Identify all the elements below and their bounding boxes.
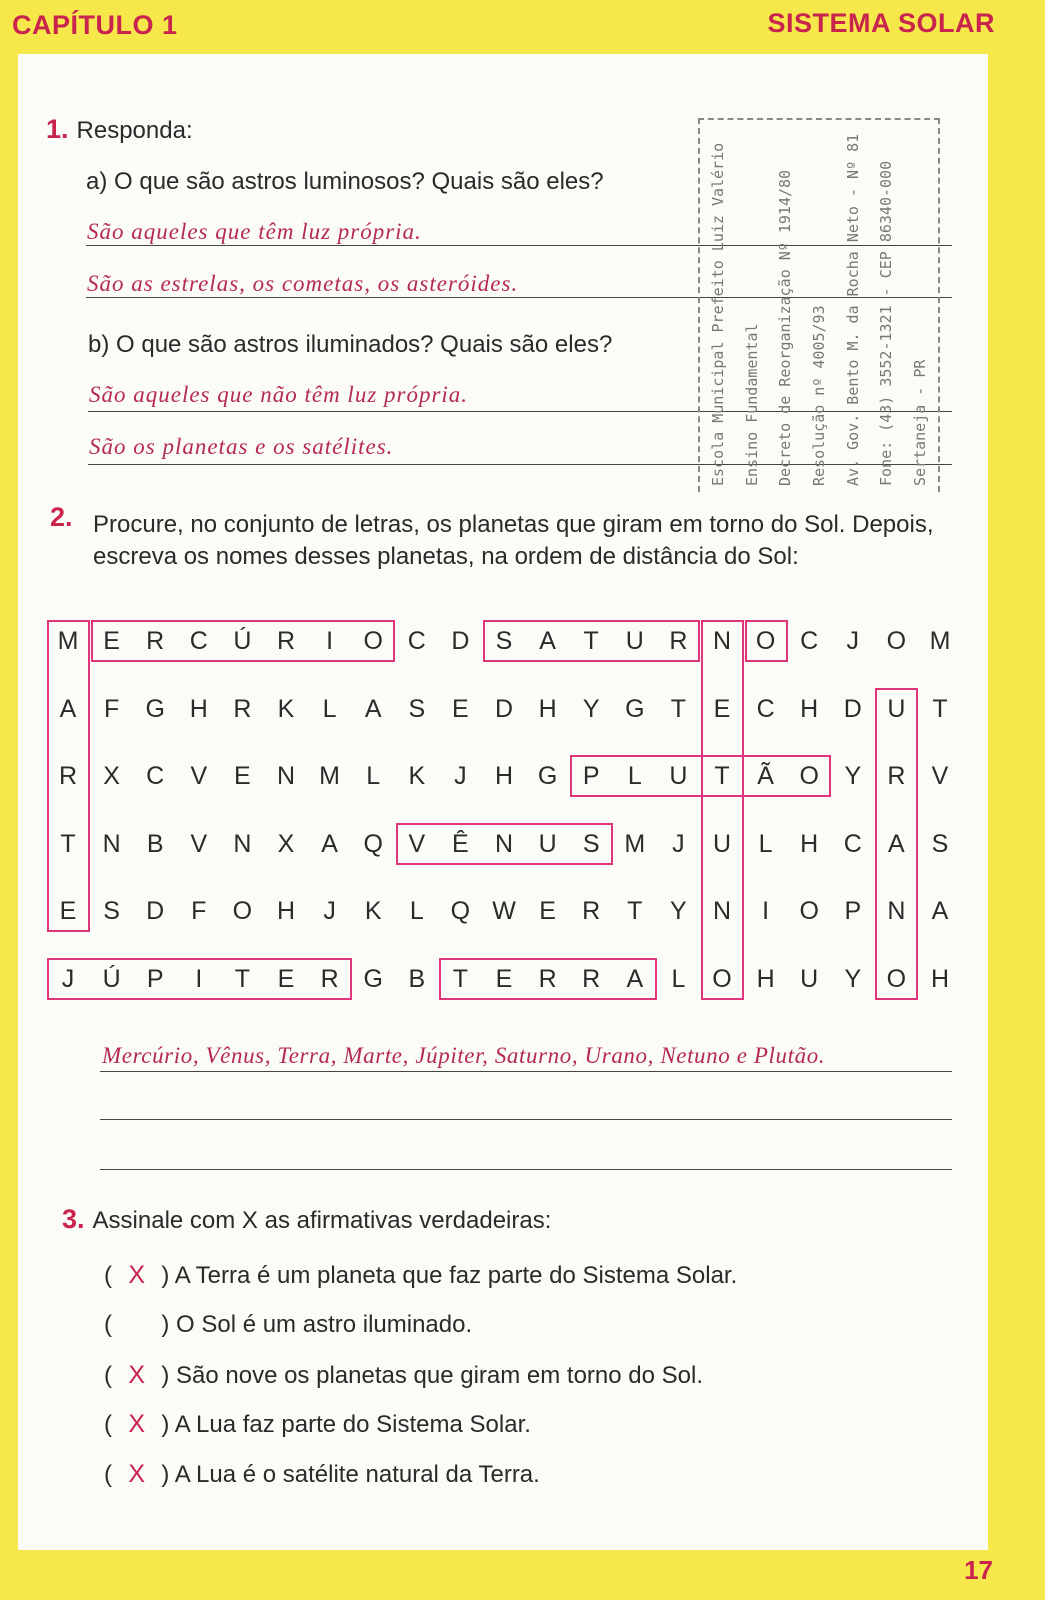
grid-letter: Ú xyxy=(233,627,252,655)
grid-letter: O xyxy=(712,965,732,993)
grid-letter: F xyxy=(191,897,207,926)
checklist-item-text: São nove os planetas que giram em torno do Sol. xyxy=(176,1362,703,1389)
checkbox-mark[interactable]: X xyxy=(128,1261,146,1289)
grid-letter: B xyxy=(146,829,164,858)
box-terra xyxy=(439,958,656,1000)
grid-letter: E xyxy=(277,965,295,993)
grid-letter: V xyxy=(190,762,208,791)
grid-letter: Y xyxy=(582,694,600,723)
grid-letter: O xyxy=(799,762,819,791)
grid-letter: Y xyxy=(844,762,862,791)
grid-letter: O xyxy=(799,897,819,926)
box-venus xyxy=(396,823,613,865)
grid-letter: L xyxy=(627,762,642,791)
chapter-title: SISTEMA SOLAR xyxy=(767,8,995,38)
grid-letter: H xyxy=(538,694,557,723)
grid-letter: S xyxy=(582,829,600,858)
checklist-item: ( ) O Sol é um astro iluminado. xyxy=(104,1311,473,1338)
grid-letter: E xyxy=(539,897,556,926)
question-2-prompt: Procure, no conjunto de letras, os planetas que giram em torno do Sol. Depois, escreva os nomes desses planetas, na ordem de distância do Sol: xyxy=(93,511,934,570)
grid-letter: P xyxy=(146,965,164,993)
box-saturno-a xyxy=(483,620,700,662)
grid-letter: O xyxy=(363,627,383,655)
grid-letter: T xyxy=(583,627,599,655)
grid-letter: D xyxy=(146,897,165,926)
grid-letter: T xyxy=(714,762,730,791)
grid-letter: R xyxy=(582,897,601,926)
checklist-item: ( X ) A Lua é o satélite natural da Terra. xyxy=(104,1460,540,1488)
grid-letter: V xyxy=(190,829,208,858)
grid-letter: G xyxy=(145,694,165,723)
answer-1a-line-1: São aqueles que têm luz própria. xyxy=(87,219,422,244)
grid-letter: R xyxy=(669,627,688,655)
stamp-line: Sertaneja - PR xyxy=(910,359,929,486)
grid-letter: E xyxy=(495,965,513,993)
grid-letter: W xyxy=(492,897,516,926)
grid-letter: A xyxy=(321,829,338,858)
grid-letter: R xyxy=(887,762,906,791)
grid-letter: M xyxy=(624,829,646,858)
grid-letter: G xyxy=(363,965,383,993)
grid-letter: Ê xyxy=(452,829,469,858)
grid-letter: O xyxy=(886,965,907,993)
grid-letter: N xyxy=(712,627,732,655)
chapter-label: CAPÍTULO 1 xyxy=(12,10,178,40)
grid-letter: M xyxy=(319,762,340,791)
grid-letter: S xyxy=(103,897,120,926)
box-mercurio xyxy=(91,620,396,662)
grid-letter: T xyxy=(627,897,643,926)
grid-letter: O xyxy=(755,627,776,655)
grid-letter: D xyxy=(843,694,862,723)
grid-letter: T xyxy=(60,829,76,858)
checklist-item-text: A Lua faz parte do Sistema Solar. xyxy=(174,1411,531,1438)
grid-letter: Y xyxy=(670,897,687,926)
grid-letter: P xyxy=(844,897,862,926)
grid-letter: D xyxy=(451,627,470,655)
grid-letter: I xyxy=(762,897,770,926)
grid-letter: K xyxy=(364,897,382,926)
box-jupiter xyxy=(47,958,352,1000)
grid-letter: N xyxy=(887,897,906,926)
grid-letter: T xyxy=(932,694,948,723)
box-netuno xyxy=(701,620,744,1000)
checkbox-mark[interactable]: X xyxy=(128,1361,146,1389)
grid-letter: G xyxy=(625,694,645,723)
grid-letter: E xyxy=(452,694,469,723)
grid-letter: T xyxy=(234,965,251,993)
grid-letter: P xyxy=(582,762,600,791)
grid-letter: H xyxy=(800,694,819,723)
grid-letter: U xyxy=(800,965,819,993)
grid-letter: A xyxy=(59,694,77,723)
grid-letter: L xyxy=(758,829,773,858)
grid-letter: J xyxy=(846,627,860,655)
grid-letter: H xyxy=(189,694,208,723)
grid-letter: I xyxy=(326,627,334,655)
checklist-item: ( X ) A Terra é um planeta que faz parte do Sistema Solar. xyxy=(104,1261,738,1289)
grid-letter: Q xyxy=(450,897,471,926)
stamp-line: Av. Gov. Bento M. da Rocha Neto - Nº 81 xyxy=(843,133,862,486)
box-saturno-b xyxy=(745,620,788,662)
grid-letter: N xyxy=(233,829,252,858)
grid-letter: U xyxy=(625,627,644,655)
grid-letter: R xyxy=(582,965,601,993)
answer-line xyxy=(100,1119,952,1120)
grid-letter: H xyxy=(756,965,775,993)
grid-letter: M xyxy=(57,627,79,655)
grid-letter: J xyxy=(672,829,685,858)
grid-letter: B xyxy=(408,965,426,993)
grid-letter: M xyxy=(929,627,951,655)
question-3-number: 3. xyxy=(62,1204,85,1234)
grid-letter: C xyxy=(843,829,862,858)
grid-letter: R xyxy=(146,627,165,655)
grid-letter: C xyxy=(189,627,208,655)
grid-letter: X xyxy=(277,829,295,858)
grid-letter: R xyxy=(538,965,557,993)
grid-letter: A xyxy=(626,965,644,993)
grid-letter: Y xyxy=(844,965,862,993)
grid-letter: V xyxy=(931,762,949,791)
grid-letter: J xyxy=(323,897,336,926)
grid-letter: N xyxy=(712,897,732,926)
stamp-line: Fone: (43) 3552-1321 - CEP 86340-000 xyxy=(877,160,896,486)
page-number: 17 xyxy=(964,1555,993,1585)
grid-letter: C xyxy=(407,627,426,655)
stamp-line: Ensino Fundamental xyxy=(742,323,761,486)
grid-letter: H xyxy=(494,762,514,791)
checklist-item-text: A Lua é o satélite natural da Terra. xyxy=(174,1461,540,1488)
checklist-item: ( X ) A Lua faz parte do Sistema Solar. xyxy=(104,1410,531,1438)
question-1-prompt: Responda: xyxy=(76,117,193,144)
grid-letter: H xyxy=(800,829,819,858)
question-1a-text: a) O que são astros luminosos? Quais são eles? xyxy=(86,168,604,195)
grid-letter: R xyxy=(276,627,296,655)
checkbox-mark[interactable]: X xyxy=(128,1460,146,1488)
grid-letter: N xyxy=(276,762,296,791)
grid-letter: E xyxy=(713,694,731,723)
grid-letter: N xyxy=(494,829,514,858)
answer-line xyxy=(100,1169,952,1170)
grid-letter: T xyxy=(670,694,687,723)
grid-letter: T xyxy=(452,965,469,993)
grid-letter: S xyxy=(408,694,426,723)
grid-letter: A xyxy=(539,627,556,655)
grid-letter: C xyxy=(146,762,165,791)
grid-letter: H xyxy=(930,965,950,993)
grid-letter: Ã xyxy=(757,762,774,791)
checkbox-mark[interactable]: X xyxy=(128,1410,146,1438)
stamp-line: Decreto de Reorganização Nº 1914/80 xyxy=(776,169,795,486)
grid-letter: V xyxy=(408,829,426,858)
grid-letter: J xyxy=(454,762,467,791)
grid-letter: G xyxy=(537,762,558,791)
grid-letter: U xyxy=(669,762,688,791)
grid-letter: H xyxy=(276,897,296,926)
school-stamp xyxy=(698,118,940,492)
stamp-line: Escola Municipal Prefeito Luiz Valério xyxy=(709,142,727,486)
answer-1b-line-1: São aqueles que não têm luz própria. xyxy=(89,382,469,407)
answer-line xyxy=(100,1071,952,1072)
grid-letter: E xyxy=(234,762,251,791)
grid-letter: K xyxy=(277,694,295,723)
grid-letter: L xyxy=(409,897,424,926)
question-3-prompt: Assinale com X as afirmativas verdadeiras: xyxy=(92,1207,552,1234)
box-plutao xyxy=(570,755,831,797)
grid-letter: K xyxy=(408,762,426,791)
grid-letter: L xyxy=(322,694,337,723)
grid-letter: C xyxy=(800,627,819,655)
grid-letter: S xyxy=(931,829,949,858)
grid-letter: X xyxy=(103,762,120,791)
checklist-item-text: A Terra é um planeta que faz parte do Sistema Solar. xyxy=(174,1262,738,1289)
grid-letter: C xyxy=(756,694,775,723)
grid-letter: U xyxy=(538,829,557,858)
grid-letter: O xyxy=(886,627,907,655)
answer-1a-line-2: São as estrelas, os cometas, os asteróides. xyxy=(87,271,519,296)
grid-letter: A xyxy=(888,829,905,858)
answer-1b-line-2: São os planetas e os satélites. xyxy=(89,434,394,459)
grid-letter: R xyxy=(233,694,252,723)
question-2-number: 2. xyxy=(50,502,73,532)
grid-letter: J xyxy=(61,965,75,993)
grid-letter: S xyxy=(495,627,513,655)
grid-letter: N xyxy=(102,829,121,858)
grid-letter: Q xyxy=(363,829,383,858)
question-2-number-wrap xyxy=(50,502,81,533)
checklist-item-text: O Sol é um astro iluminado. xyxy=(176,1311,473,1338)
grid-letter: F xyxy=(103,694,120,723)
stamp-line: Resolução nº 4005/93 xyxy=(809,305,828,486)
grid-letter: I xyxy=(195,965,203,993)
grid-letter: U xyxy=(887,694,906,723)
grid-letter: E xyxy=(103,627,120,655)
grid-letter: R xyxy=(58,762,78,791)
question-1-heading xyxy=(46,114,193,145)
grid-letter: A xyxy=(364,694,382,723)
grid-letter: D xyxy=(494,694,514,723)
grid-letter: A xyxy=(931,897,949,926)
question-3-heading xyxy=(62,1204,551,1235)
checklist-item: ( X ) São nove os planetas que giram em torno do Sol. xyxy=(104,1361,703,1389)
grid-letter: R xyxy=(320,965,339,993)
question-1-number: 1. xyxy=(46,114,69,144)
grid-letter: L xyxy=(366,762,381,791)
grid-letter: L xyxy=(671,965,686,993)
answer-2: Mercúrio, Vênus, Terra, Marte, Júpiter, Saturno, Urano, Netuno e Plutão. xyxy=(102,1043,826,1068)
grid-letter: U xyxy=(712,829,732,858)
box-urano xyxy=(875,688,918,1000)
question-1b-text: b) O que são astros iluminados? Quais são eles? xyxy=(88,331,613,358)
grid-letter: O xyxy=(232,897,253,926)
grid-letter: Ú xyxy=(102,965,121,993)
grid-letter: E xyxy=(59,897,77,926)
box-marte xyxy=(47,620,90,932)
